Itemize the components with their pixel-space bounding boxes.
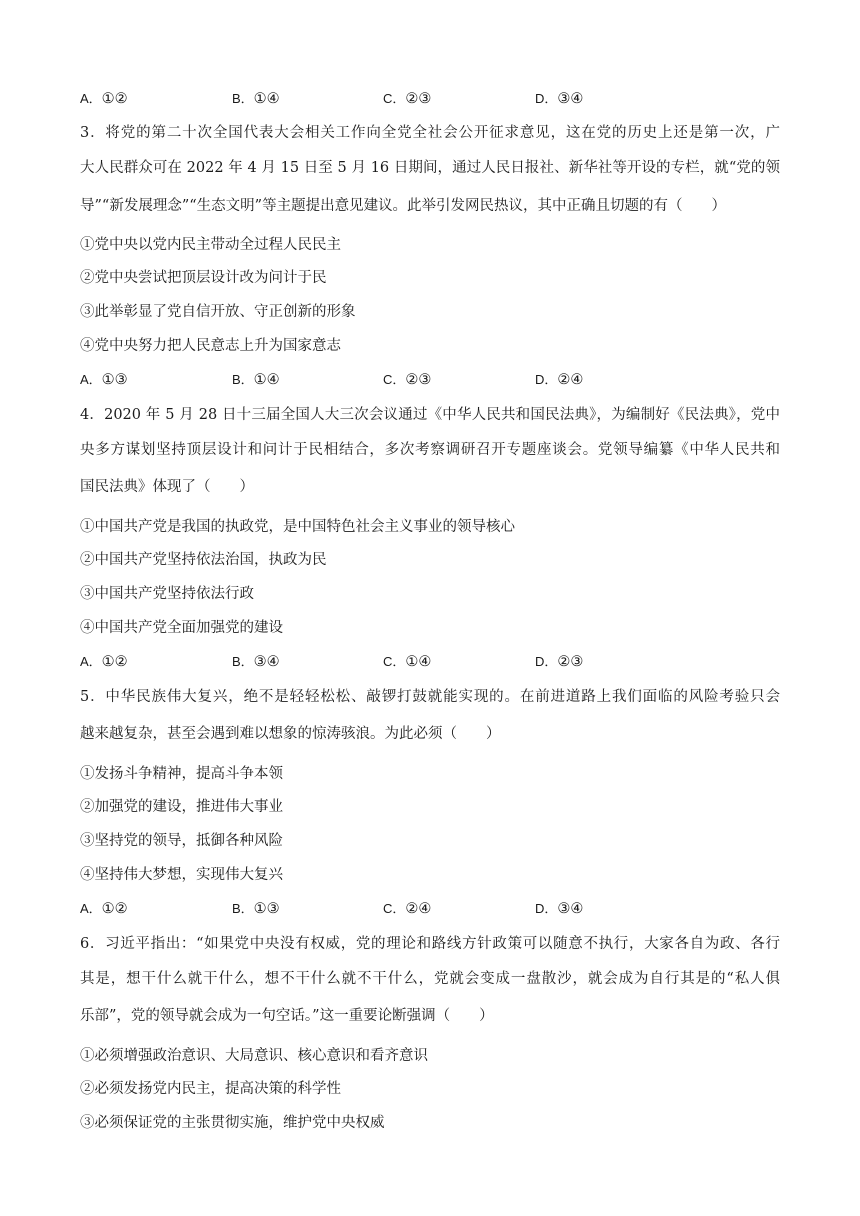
- q4-option-a: A．①②: [80, 654, 128, 670]
- q3-options: [80, 370, 780, 390]
- q6-item-2: ②必须发扬党内民主，提高决策的科学性: [80, 1081, 341, 1097]
- q4-stem-line-1: 4．2020 年 5 月 28 日十三届全国人大三次会议通过《中华人民共和国民法典》，为编制好《民法典》，党中: [80, 407, 780, 423]
- q4-options: [80, 652, 780, 672]
- q6-stem-line-1: 6．习近平指出：“如果党中央没有权威，党的理论和路线方针政策可以随意不执行，大家各自为政、各行: [80, 936, 780, 952]
- q3-item-2: ②党中央尝试把顶层设计改为问计于民: [80, 270, 327, 286]
- q5-item-3: ③坚持党的领导，抵御各种风险: [80, 833, 283, 849]
- q4-item-1: ①中国共产党是我国的执政党，是中国特色社会主义事业的领导核心: [80, 519, 515, 535]
- q3-stem-line-1: 3．将党的第二十次全国代表大会相关工作向全党全社会公开征求意见，这在党的历史上还是第一次，广: [80, 125, 780, 141]
- q5-item-4: ④坚持伟大梦想，实现伟大复兴: [80, 867, 283, 883]
- q2-option-b: B．①④: [232, 91, 280, 107]
- q5-option-c: C．②④: [383, 901, 432, 917]
- q6-stem-line-3: 乐部”，党的领导就会成为一句空话。”这一重要论断强调（ ）: [80, 1008, 494, 1024]
- q6-item-3: ③必须保证党的主张贯彻实施，维护党中央权威: [80, 1115, 385, 1131]
- q3-option-a: A．①③: [80, 372, 128, 388]
- q3-option-b: B．①④: [232, 372, 280, 388]
- q5-stem-line-1: 5．中华民族伟大复兴，绝不是轻轻松松、敲锣打鼓就能实现的。在前进道路上我们面临的风险考验只会: [80, 689, 780, 705]
- q2-option-d: D．③④: [535, 91, 584, 107]
- q3-stem-line-3: 导”“新发展理念”“生态文明”等主题提出意见建议。此举引发网民热议，其中正确且切题的有（ ）: [80, 198, 727, 214]
- q5-option-d: D．③④: [535, 901, 584, 917]
- q5-option-a: A．①②: [80, 901, 128, 917]
- q3-item-3: ③此举彰显了党自信开放、守正创新的形象: [80, 304, 356, 320]
- q2-option-c: C．②③: [383, 91, 432, 107]
- q4-stem-line-3: 国民法典》体现了（ ）: [80, 479, 254, 495]
- q4-item-3: ③中国共产党坚持依法行政: [80, 586, 254, 602]
- q6-stem-line-2: 其是，想干什么就干什么，想不干什么就不干什么，党就会变成一盘散沙，就会成为自行其是的“私人俱: [80, 971, 780, 987]
- q3-option-c: C．②③: [383, 372, 432, 388]
- q4-option-c: C．①④: [383, 654, 432, 670]
- q4-item-4: ④中国共产党全面加强党的建设: [80, 620, 283, 636]
- q3-option-d: D．②④: [535, 372, 584, 388]
- q2-options: [80, 89, 780, 109]
- q5-options: [80, 899, 780, 919]
- q3-item-4: ④党中央努力把人民意志上升为国家意志: [80, 338, 341, 354]
- q3-stem-line-2: 大人民群众可在 2022 年 4 月 15 日至 5 月 16 日期间，通过人民日报社、新华社等开设的专栏，就“党的领: [80, 160, 780, 176]
- q2-option-a: A．①②: [80, 91, 128, 107]
- q5-stem-line-2: 越来越复杂，甚至会遇到难以想象的惊涛骇浪。为此必须（ ）: [80, 726, 501, 742]
- q4-item-2: ②中国共产党坚持依法治国，执政为民: [80, 552, 327, 568]
- q4-stem-line-2: 央多方谋划坚持顶层设计和问计于民相结合，多次考察调研召开专题座谈会。党领导编纂《中华人民共和: [80, 442, 780, 458]
- q4-option-d: D．②③: [535, 654, 584, 670]
- q3-item-1: ①党中央以党内民主带动全过程人民民主: [80, 237, 341, 253]
- q5-item-2: ②加强党的建设，推进伟大事业: [80, 799, 283, 815]
- q5-item-1: ①发扬斗争精神，提高斗争本领: [80, 766, 283, 782]
- q4-option-b: B．③④: [232, 654, 280, 670]
- q6-item-1: ①必须增强政治意识、大局意识、核心意识和看齐意识: [80, 1048, 428, 1064]
- q5-option-b: B．①③: [232, 901, 280, 917]
